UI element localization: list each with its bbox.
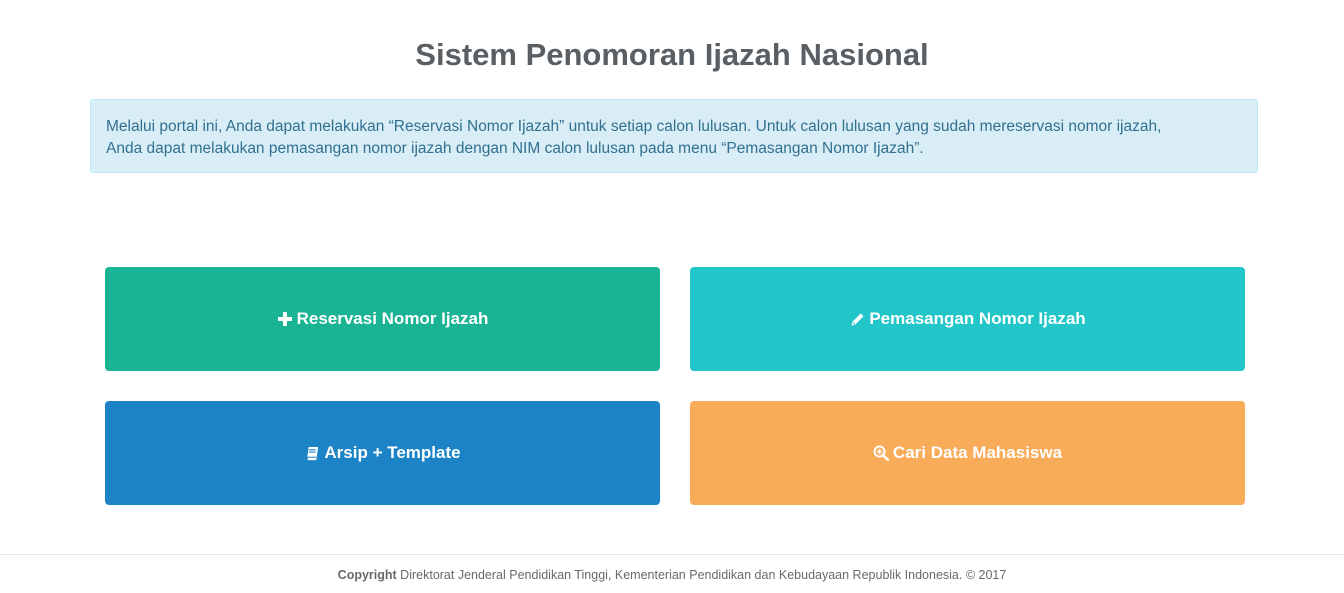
page-title: Sistem Penomoran Ijazah Nasional bbox=[415, 37, 929, 72]
info-text-line-1: Melalui portal ini, Anda dapat melakukan “Reservasi Nomor Ijazah” untuk setiap calon lulusan. Untuk calon lulusan yang sudah mereservasi nomor ijazah, bbox=[106, 118, 1162, 135]
footer bbox=[0, 554, 1344, 593]
info-text-line-2: Anda dapat melakukan pemasangan nomor ijazah dengan NIM calon lulusan pada menu “Pemasangan Nomor Ijazah”. bbox=[106, 140, 924, 157]
footer-text: Direktorat Jenderal Pendidikan Tinggi, Kementerian Pendidikan dan Kebudayaan Republik Indonesia. © 2017 bbox=[396, 568, 1007, 582]
plus-icon bbox=[277, 311, 293, 327]
copyright-label: Copyright bbox=[337, 568, 397, 582]
arsip-template-button[interactable] bbox=[105, 401, 660, 505]
pemasangan-nomor-ijazah-button[interactable] bbox=[690, 267, 1245, 371]
pencil-icon bbox=[849, 311, 865, 327]
cari-data-mahasiswa-button[interactable] bbox=[690, 401, 1245, 505]
reservasi-button-label: Reservasi Nomor Ijazah bbox=[296, 309, 489, 328]
arsip-button-label: Arsip + Template bbox=[324, 443, 461, 462]
pemasangan-button-label: Pemasangan Nomor Ijazah bbox=[869, 309, 1086, 328]
info-alert bbox=[90, 99, 1258, 173]
book-icon bbox=[304, 445, 320, 461]
reservasi-nomor-ijazah-button[interactable] bbox=[105, 267, 660, 371]
search-plus-icon bbox=[873, 445, 889, 461]
cari-button-label: Cari Data Mahasiswa bbox=[892, 443, 1063, 462]
